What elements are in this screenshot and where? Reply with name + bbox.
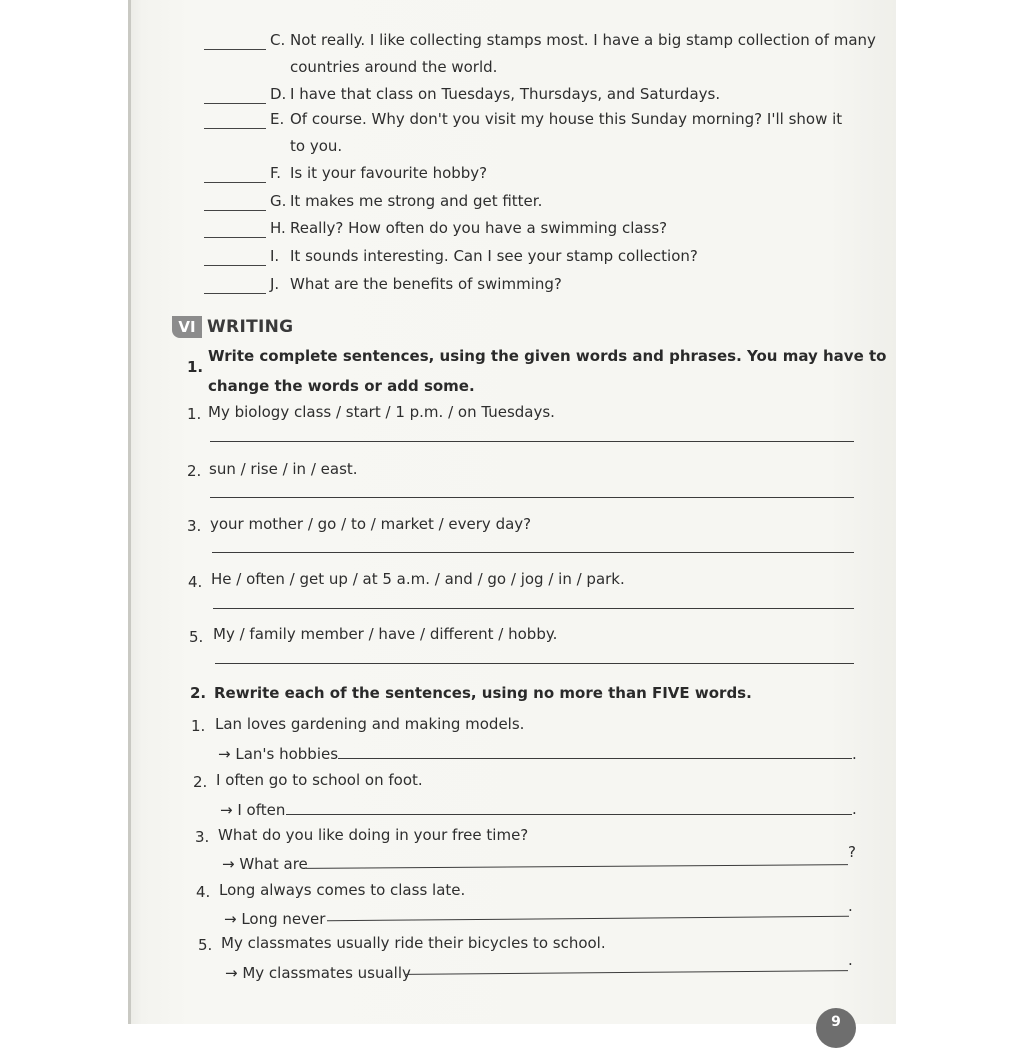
answer-blank[interactable]	[204, 128, 266, 129]
answer-line[interactable]	[210, 497, 854, 498]
option-text: to you.	[290, 137, 343, 155]
right-background	[896, 0, 1024, 1024]
page-number: 9	[816, 1008, 856, 1048]
item-prompt: What do you like doing in your free time?	[218, 826, 529, 844]
answer-blank[interactable]	[204, 182, 266, 183]
option-text: It makes me strong and get fitter.	[290, 192, 543, 210]
rewrite-end: .	[848, 897, 853, 915]
item-number: 2.	[187, 462, 202, 480]
item-number: 4.	[196, 883, 211, 901]
answer-line[interactable]	[338, 758, 852, 759]
option-text: What are the benefits of swimming?	[290, 275, 562, 293]
item-number: 3.	[195, 828, 210, 846]
answer-blank[interactable]	[204, 237, 266, 238]
option-letter: G.	[270, 192, 287, 210]
answer-line[interactable]	[286, 814, 852, 815]
item-number: 3.	[187, 517, 202, 535]
option-text: Really? How often do you have a swimming class?	[290, 219, 668, 237]
section-badge: VI	[172, 316, 202, 338]
rewrite-start: → Long never	[224, 910, 326, 928]
item-prompt: My / family member / have / different / hobby.	[213, 625, 558, 643]
task1-instruction: change the words or add some.	[208, 377, 475, 395]
item-prompt: Lan loves gardening and making models.	[215, 715, 525, 733]
rewrite-end: .	[852, 745, 857, 763]
rewrite-start: → What are	[222, 855, 308, 873]
option-letter: E.	[270, 110, 285, 128]
rewrite-start: → Lan's hobbies	[218, 745, 339, 763]
item-prompt: I often go to school on foot.	[216, 771, 423, 789]
item-prompt: sun / rise / in / east.	[209, 460, 358, 478]
option-letter: F.	[270, 164, 281, 182]
option-text: Is it your favourite hobby?	[290, 164, 488, 182]
option-letter: J.	[270, 275, 280, 293]
item-number: 1.	[191, 717, 206, 735]
answer-line[interactable]	[212, 552, 854, 553]
answer-blank[interactable]	[204, 103, 266, 104]
answer-blank[interactable]	[204, 293, 266, 294]
rewrite-end: ?	[848, 843, 856, 861]
item-prompt: My biology class / start / 1 p.m. / on Tuesdays.	[208, 403, 555, 421]
option-letter: H.	[270, 219, 286, 237]
item-number: 2.	[193, 773, 208, 791]
item-number: 1.	[187, 405, 202, 423]
answer-blank[interactable]	[204, 265, 266, 266]
left-background	[0, 0, 128, 1024]
item-prompt: Long always comes to class late.	[219, 881, 466, 899]
item-prompt: He / often / get up / at 5 a.m. / and / go / jog / in / park.	[211, 570, 625, 588]
option-letter: D.	[270, 85, 287, 103]
task2-instruction: Rewrite each of the sentences, using no more than FIVE words.	[214, 684, 752, 702]
task2-number: 2.	[190, 684, 207, 702]
task1-instruction: Write complete sentences, using the given words and phrases. You may have to	[208, 347, 887, 365]
option-text: I have that class on Tuesdays, Thursdays, and Saturdays.	[290, 85, 721, 103]
option-letter: I.	[270, 247, 280, 265]
rewrite-start: → I often	[220, 801, 286, 819]
answer-line[interactable]	[215, 663, 854, 664]
task1-number: 1.	[187, 358, 204, 376]
item-number: 5.	[189, 628, 204, 646]
option-text: Not really. I like collecting stamps most. I have a big stamp collection of many	[290, 31, 876, 49]
option-text: Of course. Why don't you visit my house this Sunday morning? I'll show it	[290, 110, 843, 128]
option-text: countries around the world.	[290, 58, 498, 76]
section-title: WRITING	[207, 317, 294, 337]
option-text: It sounds interesting. Can I see your stamp collection?	[290, 247, 698, 265]
rewrite-end: .	[852, 800, 857, 818]
item-prompt: your mother / go / to / market / every day?	[210, 515, 532, 533]
item-number: 5.	[198, 936, 213, 954]
answer-line[interactable]	[213, 608, 854, 609]
answer-blank[interactable]	[204, 210, 266, 211]
item-prompt: My classmates usually ride their bicycles to school.	[221, 934, 606, 952]
rewrite-start: → My classmates usually	[225, 964, 411, 982]
item-number: 4.	[188, 573, 203, 591]
rewrite-end: .	[848, 951, 853, 969]
answer-line[interactable]	[210, 441, 854, 442]
option-letter: C.	[270, 31, 286, 49]
answer-blank[interactable]	[204, 49, 266, 50]
